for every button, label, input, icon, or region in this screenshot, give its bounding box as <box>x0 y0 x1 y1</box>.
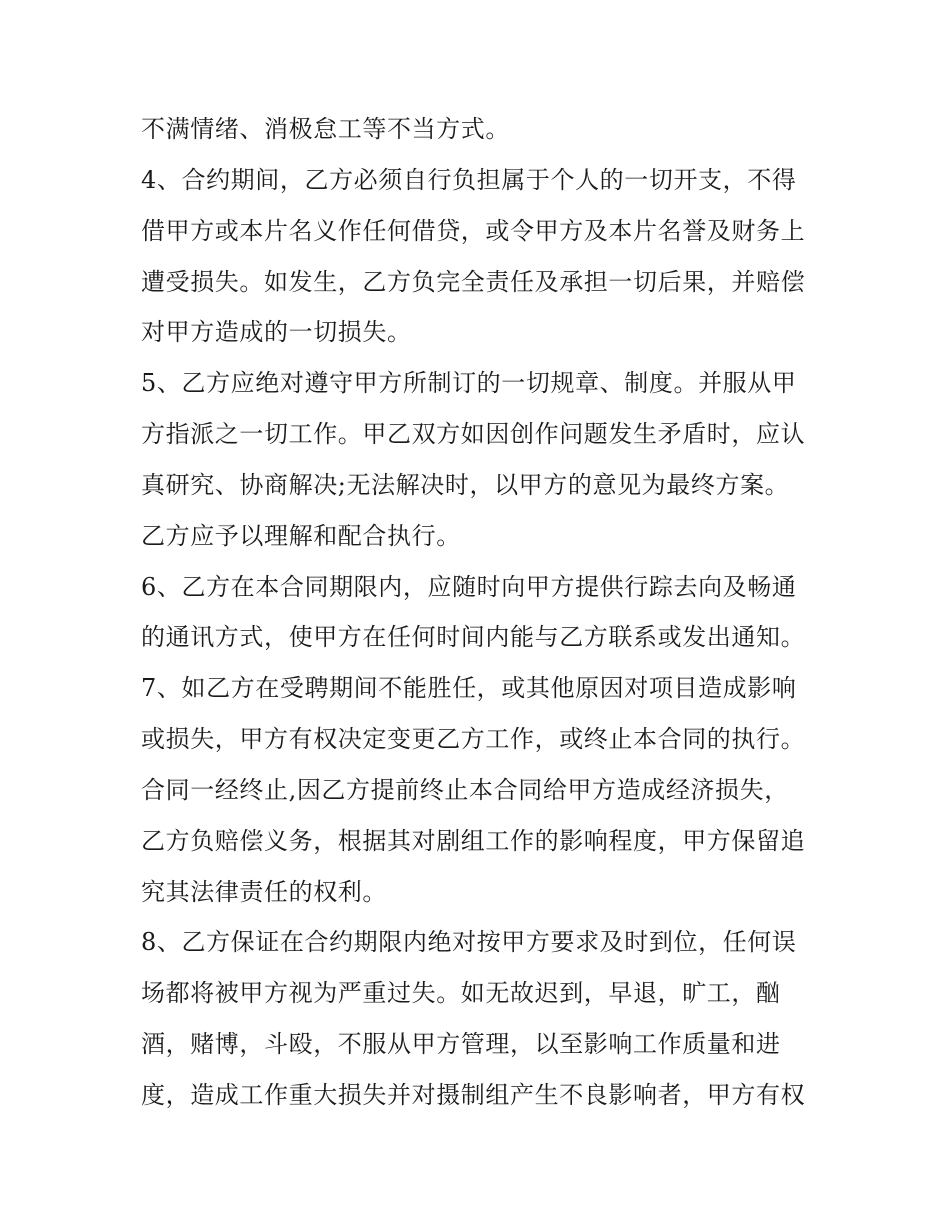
text-line: 6、乙方在本合同期限内，应随时向甲方提供行踪去向及畅通 <box>141 573 797 601</box>
text-line: 真研究、协商解决;无法解决时，以甲方的意见为最终方案。 <box>141 471 790 499</box>
text-line: 乙方应予以理解和配合执行。 <box>141 522 461 550</box>
text-line: 度，造成工作重大损失并对摄制组产生不良影响者，甲方有权 <box>141 1081 806 1109</box>
text-line: 合同一经终止,因乙方提前终止本合同给甲方造成经济损失， <box>141 776 789 804</box>
text-line: 的通讯方式，使甲方在任何时间内能与乙方联系或发出通知。 <box>141 623 806 651</box>
text-line: 场都将被甲方视为严重过失。如无故迟到，早退，旷工，酗 <box>141 979 781 1007</box>
text-line: 5、乙方应绝对遵守甲方所制订的一切规章、制度。并服从甲 <box>141 369 797 397</box>
text-line: 或损失，甲方有权决定变更乙方工作，或终止本合同的执行。 <box>141 725 806 753</box>
text-line: 酒，赌博，斗殴，不服从甲方管理，以至影响工作质量和进 <box>141 1030 781 1058</box>
text-line: 8、乙方保证在合约期限内绝对按甲方要求及时到位，任何误 <box>141 928 797 956</box>
text-line: 乙方负赔偿义务，根据其对剧组工作的影响程度，甲方保留追 <box>141 827 806 855</box>
text-line: 借甲方或本片名义作任何借贷，或令甲方及本片名誉及财务上 <box>141 217 806 245</box>
text-line: 方指派之一切工作。甲乙双方如因创作问题发生矛盾时，应认 <box>141 420 806 448</box>
text-line: 究其法律责任的权利。 <box>141 878 387 906</box>
text-line: 4、合约期间，乙方必须自行负担属于个人的一切开支，不得 <box>141 166 797 194</box>
text-line: 不满情绪、消极怠工等不当方式。 <box>141 115 510 143</box>
text-line: 对甲方造成的一切损失。 <box>141 318 412 346</box>
text-line: 7、如乙方在受聘期间不能胜任，或其他原因对项目造成影响 <box>141 674 797 702</box>
text-line: 遭受损失。如发生，乙方负完全责任及承担一切后果，并赔偿 <box>141 268 806 296</box>
